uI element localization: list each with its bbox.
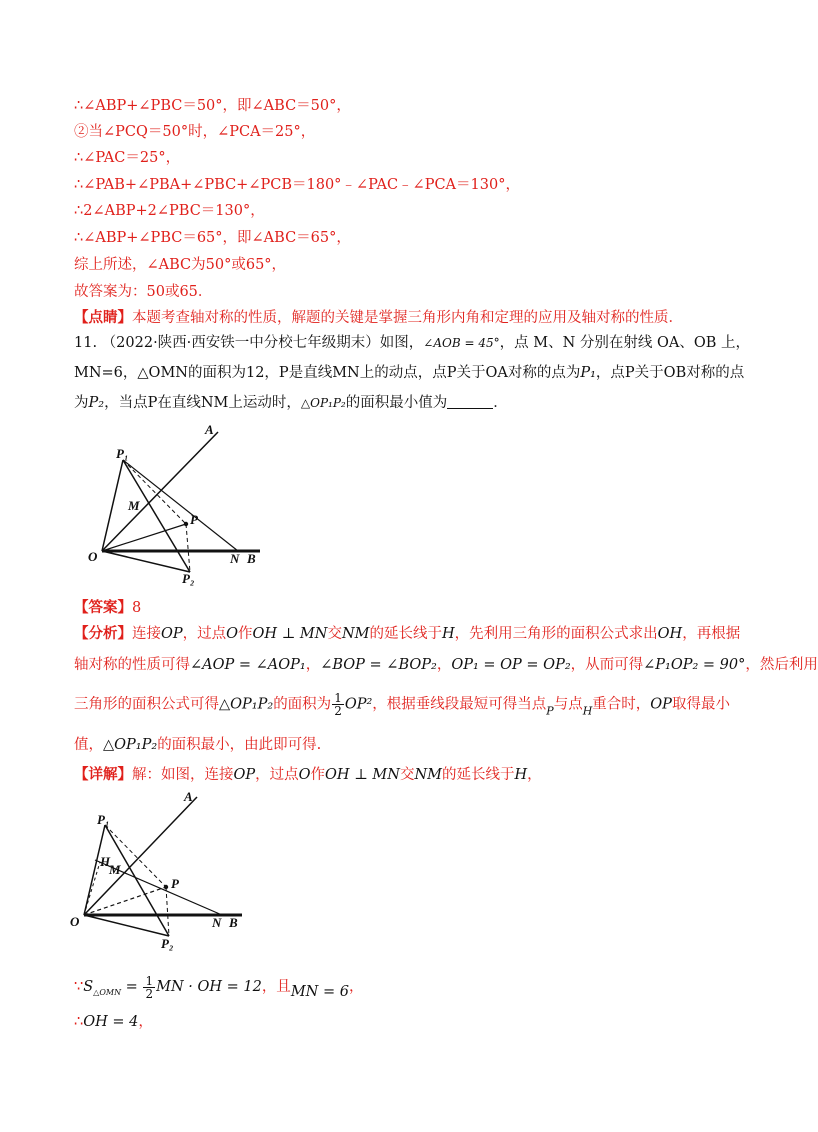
analysis-l1-g: ，再根据: [682, 626, 741, 642]
analysis-l1-c: 作: [238, 626, 253, 642]
analysis-eq4: ∠P₁OP₂ = 90°: [643, 657, 746, 673]
detail-s: S: [83, 979, 94, 995]
solution-line-1: ∴∠ABP+∠PBC＝50°，即∠ABC＝50°，: [74, 98, 351, 114]
question-number: 11.: [74, 335, 98, 351]
question-l1-rest: ，点 M、N 分别在射线 OA、OB 上，: [499, 335, 751, 351]
label-p2: P₂: [182, 571, 195, 586]
analysis-eq2: ∠BOP = ∠BOP₂: [320, 657, 437, 673]
solution-line-7: 综上所述，∠ABC为50°或65°，: [74, 257, 287, 273]
detail-l1-f: ，: [527, 767, 542, 783]
question-l3-end: ．: [493, 395, 508, 411]
detail-line-1: [74, 765, 740, 785]
analysis-l3-b: 的面积为: [273, 696, 332, 713]
label-p1: P₁: [116, 446, 129, 461]
analysis-line-1: [74, 624, 740, 644]
label-h-2: H: [100, 854, 111, 869]
segment-p1p2: [123, 460, 190, 572]
figure-1-geometry: [80, 420, 280, 590]
dashed-p1p: [123, 460, 186, 524]
dashed-pp2-2: [166, 887, 169, 936]
detail-therefore: ∴: [74, 1014, 84, 1030]
line-nm: [123, 460, 238, 551]
detail-l1-e: 的延长线于: [442, 767, 515, 783]
analysis-l3-d: 与点: [553, 696, 583, 713]
segment-op1: [102, 460, 123, 551]
analysis-op: OP: [161, 626, 183, 642]
analysis-l1-f: ，先利用三角形的面积公式求出: [454, 626, 658, 642]
solution-line-4: ∴∠PAB+∠PBA+∠PBC+∠PCB＝180°﹣∠PAC﹣∠PCA＝130°，: [74, 177, 520, 193]
segment-op2-2: [84, 915, 169, 936]
analysis-tri: △OP₁P₂: [219, 696, 274, 713]
detail-l1-c: 作: [310, 767, 326, 783]
question-line-3: [74, 393, 740, 413]
label-a-2: A: [184, 789, 193, 804]
detail-s-sub: △OMN: [93, 987, 122, 997]
label-n-2: N: [212, 915, 222, 930]
figure-2-geometry: [62, 790, 262, 960]
analysis-line-2: [74, 655, 818, 675]
detail-op: OP: [233, 767, 256, 783]
question-line-1: [74, 333, 751, 353]
answer-line: [74, 598, 740, 618]
analysis-line-4: [74, 735, 740, 755]
solution-line-3: ∴∠PAC＝25°，: [74, 150, 181, 166]
analysis-l2-e: ，然后利用: [745, 657, 818, 673]
analysis-eq1: ∠AOP = ∠AOP₁: [190, 657, 306, 673]
question-source: （2022·陕西·西安铁一中分校七年级期末）如图，: [101, 335, 424, 351]
analysis-h: H: [442, 626, 455, 642]
segment-op2: [102, 551, 190, 572]
detail-fraction-denominator: 2: [145, 986, 154, 1001]
detail-end: ，: [138, 1014, 153, 1030]
analysis-l3-c: ，根据垂线段最短可得当点: [372, 696, 547, 713]
analysis-p: P: [546, 704, 554, 718]
detail-eq-b: MN · OH = 12: [156, 979, 262, 995]
detail-l1-b: ，过点: [255, 767, 299, 783]
analysis-l3-e: 重合时，: [592, 696, 651, 713]
question-angle: ∠AOB = 45°: [423, 336, 500, 350]
detail-fraction-numerator: 1: [145, 973, 154, 988]
analysis-oh: OH: [657, 626, 683, 642]
point-p-2: [164, 885, 168, 889]
detail-mn: MN = 6: [290, 984, 349, 1000]
label-o-2: O: [70, 914, 80, 929]
segment-op1-2: [84, 825, 105, 915]
analysis-l2-d: ，从而可得: [570, 657, 644, 673]
answer-value: 8: [132, 600, 142, 616]
question-p2: P₂: [88, 395, 105, 411]
analysis-l2-a: 轴对称的性质可得: [74, 657, 190, 673]
detail-line-2: [74, 974, 740, 1006]
point-p: [184, 522, 188, 526]
solution-line-6: ∴∠ABP+∠PBC＝65°，即∠ABC＝65°，: [74, 230, 351, 246]
analysis-line-3: [74, 692, 740, 722]
analysis-half-fraction: [332, 692, 344, 717]
analysis-perp: OH ⊥ MN: [252, 626, 328, 642]
fraction-denominator: 2: [334, 704, 342, 718]
analysis-l2-b: ，: [305, 657, 321, 673]
analysis-l1-b: ，过点: [182, 626, 227, 642]
question-triangle: △OP₁P₂: [300, 396, 346, 410]
label-p1-2: P₁: [97, 812, 110, 827]
dashed-pp2: [186, 524, 190, 572]
detail-l1-a: 解：如图，连接: [132, 767, 234, 783]
question-l3-a: 为: [74, 395, 89, 411]
detail-nm: NM: [414, 767, 443, 783]
question-line-2: [74, 363, 745, 383]
detail-half-fraction: [143, 975, 155, 1000]
question-l2-end: ，点P关于OB对称的点: [595, 365, 745, 381]
label-b-2: B: [229, 915, 238, 930]
question-p1: P₁: [580, 365, 596, 381]
detail-comma: ，: [348, 979, 364, 995]
analysis-eq3: OP₁ = OP = OP₂: [451, 657, 571, 673]
detail-eq-a: =: [121, 979, 143, 995]
analysis-h2: H: [582, 704, 593, 718]
analysis-o: O: [226, 626, 239, 642]
comment-line: [74, 308, 740, 328]
analysis-l4-a: 值，: [74, 737, 103, 753]
label-p2-2: P₂: [161, 936, 174, 951]
detail-l1-d: 交: [399, 767, 415, 783]
label-n: N: [230, 551, 240, 566]
label-b: B: [247, 551, 256, 566]
solution-line-8: 故答案为：50或65．: [74, 284, 213, 300]
analysis-l1-e: 的延长线于: [369, 626, 443, 642]
detail-oh: OH = 4: [83, 1014, 139, 1030]
label-p: P: [190, 512, 198, 527]
comment-tag: 【点睛】: [74, 309, 132, 326]
detail-because: ∵: [74, 979, 84, 995]
label-m-2: M: [109, 862, 121, 877]
analysis-op2: OP: [650, 696, 672, 713]
detail-line-3: [74, 1012, 740, 1032]
analysis-l1-a: 连接: [132, 626, 161, 642]
detail-h: H: [514, 767, 528, 783]
label-m: M: [128, 498, 140, 513]
analysis-l4-b: 的面积最小，由此即可得.: [157, 737, 322, 753]
analysis-tri2: △OP₁P₂: [103, 737, 158, 753]
analysis-tag: 【分析】: [74, 625, 132, 642]
label-p-2: P: [171, 876, 179, 891]
question-l3-c: 的面积最小值为: [345, 395, 448, 411]
detail-tag: 【详解】: [74, 766, 132, 783]
analysis-nm: NM: [341, 626, 370, 642]
question-l3-b: ，当点P在直线NM上运动时，: [104, 395, 301, 411]
analysis-op-squared: OP²: [344, 696, 373, 713]
analysis-l3-f: 取得最小: [671, 696, 730, 713]
comment-text: 本题考查轴对称的性质，解题的关键是掌握三角形内角和定理的应用及轴对称的性质．: [132, 310, 683, 326]
answer-blank: [447, 394, 493, 409]
detail-perp: OH ⊥ MN: [325, 767, 400, 783]
answer-tag: 【答案】: [74, 599, 132, 616]
label-a: A: [205, 422, 214, 437]
label-o: O: [88, 549, 98, 564]
analysis-l1-d: 交: [327, 626, 342, 642]
detail-and: ，且: [261, 979, 291, 995]
solution-line-2: ②当∠PCQ＝50°时，∠PCA＝25°，: [74, 124, 316, 140]
analysis-l2-c: ，: [436, 657, 452, 673]
detail-o: O: [298, 767, 311, 783]
solution-line-5: ∴2∠ABP+2∠PBC＝130°，: [74, 203, 265, 219]
analysis-l3-a: 三角形的面积公式可得: [74, 696, 219, 713]
fraction-numerator: 1: [334, 691, 342, 705]
question-l2: MN=6，△OMN的面积为12，P是直线MN上的动点，点P关于OA对称的点为: [74, 365, 581, 381]
